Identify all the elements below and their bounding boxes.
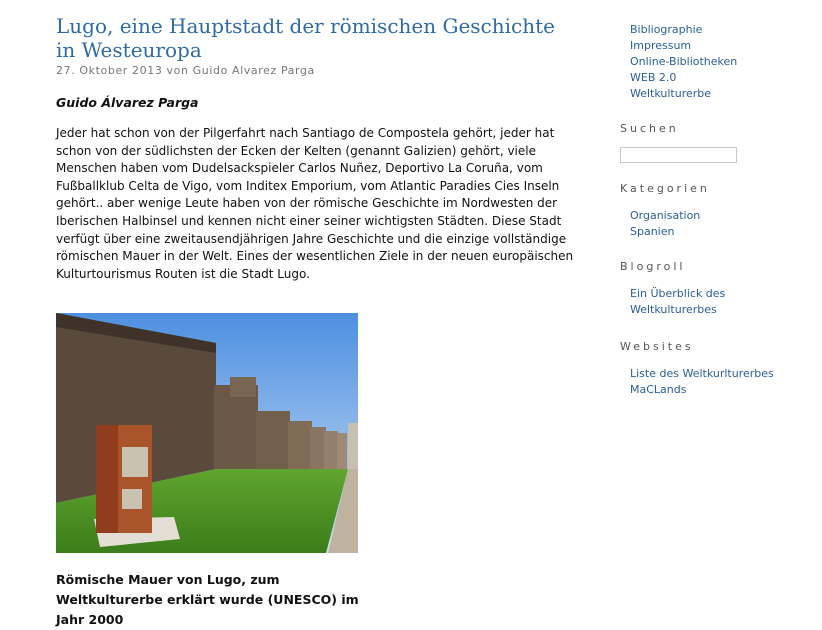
page-link-weltkulturerbe[interactable]: Weltkulturerbe [630,87,712,100]
website-item [630,366,810,382]
page-item [630,38,810,54]
page-item [630,86,810,102]
category-item [630,224,810,240]
lugo-wall-photo[interactable] [56,313,358,553]
blogroll-heading: Blogroll [620,259,686,273]
sidebar [620,22,810,398]
website-link-liste[interactable]: Liste des Weltkurlturerbes [630,366,774,380]
website-link-maclands[interactable]: MaCLands [630,382,687,396]
post-title[interactable]: Lugo, eine Hauptstadt der römischen Geschichte in Westeuropa [56,14,555,62]
post-paragraph: Jeder hat schon von der Pilgerfahrt nach Santiago de Compostela gehört, jeder hat schon von der südlichsten der Ecken der Kelten (genannt Galizien) gehört, viele Menschen haben vom Dudelsackspieler Carlos Nuñez, Deportivo La Coruña, vom Fußballklub Celta de Vigo, vom Inditex Emporium, vom Atlantic Paradies Cies Inseln gehört.. aber wenige Leute haben von der römische Geschichte im Nordwesten der Iberischen Halbinsel und kennen nicht einer seiner wichtigsten Städten. Diese Stadt verfügt über eine zweitausendjährigen Jahre Geschichte und die einzige vollständige römischen Mauer in der Welt. Eines der wesentlichen Ziele in der neuen europäischen Kulturtourismus Routen ist die Stadt Lugo. [56,126,574,281]
category-link-organisation[interactable]: Organisation [630,208,701,222]
pages-list [620,22,810,102]
post [56,14,576,627]
category-link-spanien[interactable]: Spanien [630,224,675,238]
blogroll-list [620,286,740,318]
categories-heading: Kategorien [620,181,710,195]
page-item [630,70,810,86]
websites-list [620,366,810,398]
websites-heading: Websites [620,339,694,353]
page-link-web-2-0[interactable]: WEB 2.0 [630,71,677,84]
page-link-impressum[interactable]: Impressum [630,39,692,52]
blogroll-item [630,286,740,318]
categories-list [620,208,810,240]
search-input[interactable] [620,147,737,163]
search-heading: Suchen [620,122,679,135]
page-link-online-bibliotheken[interactable]: Online-Bibliotheken [630,55,738,68]
category-item [630,208,810,224]
post-meta: 27. Oktober 2013 von Guido Alvarez Parga [56,64,315,77]
post-author: Guido Álvarez Parga [56,95,199,110]
page-item [630,54,810,70]
post-body [56,125,576,283]
photo-caption: Römische Mauer von Lugo, zum Weltkulturerbe erklärt wurde (UNESCO) im Jahr 2000 [56,572,359,627]
blogroll-link-ueberblick[interactable]: Ein Überblick des Weltkulturerbes [630,286,726,316]
page-link-bibliographie[interactable]: Bibliographie [630,23,703,36]
page-item [630,22,810,38]
website-item [630,382,810,398]
